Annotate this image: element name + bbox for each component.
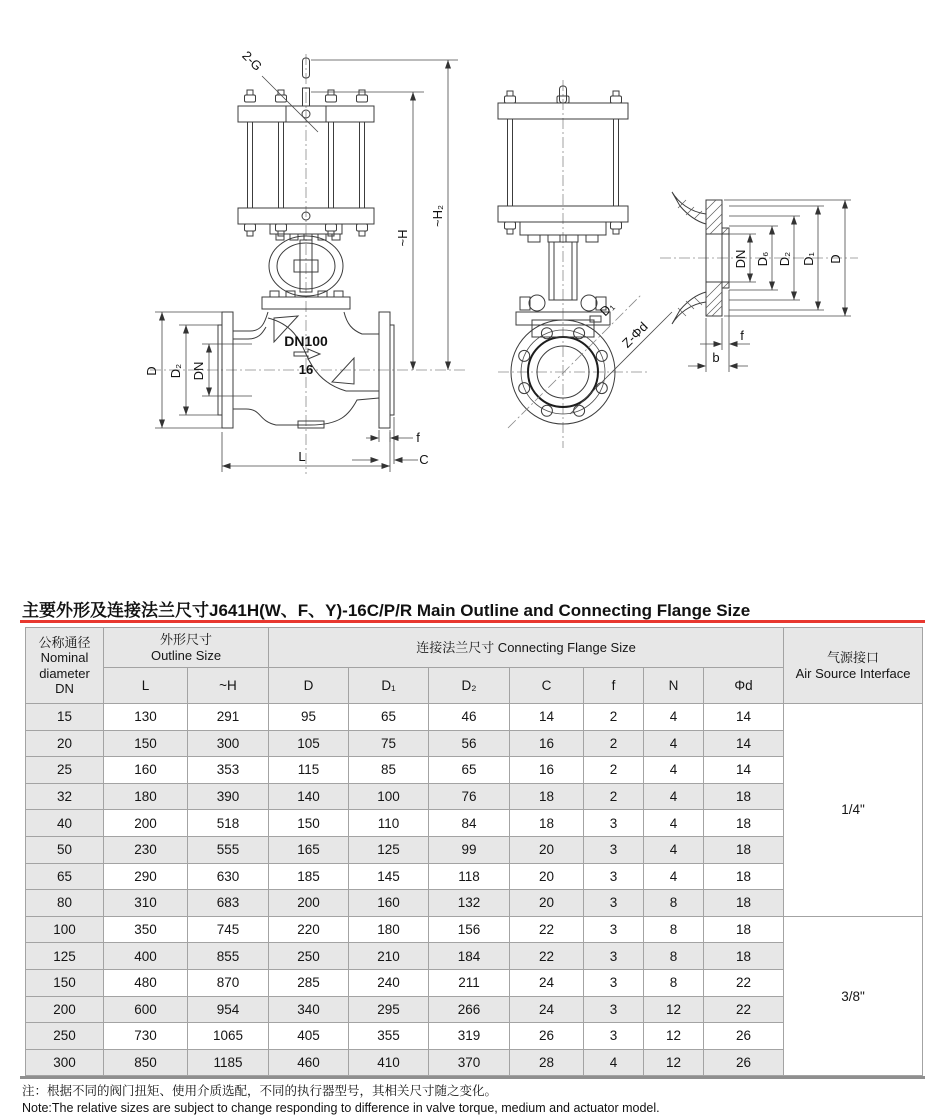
value-cell: 20 xyxy=(510,836,584,863)
value-cell: 26 xyxy=(510,1023,584,1050)
value-cell: 870 xyxy=(188,969,269,996)
value-cell: 22 xyxy=(704,969,784,996)
value-cell: 24 xyxy=(510,996,584,1023)
value-cell: 75 xyxy=(349,730,429,757)
dim-label-front-f: f xyxy=(416,430,420,445)
dn-cell: 50 xyxy=(26,836,104,863)
flow-direction-arrow-icon xyxy=(294,349,320,359)
table-row xyxy=(26,704,923,731)
dim-label-section-d1: D₁ xyxy=(801,252,816,266)
flange-section-drawing xyxy=(660,192,858,372)
dim-label-front-d: D xyxy=(144,366,159,376)
value-cell: 14 xyxy=(704,704,784,731)
value-cell: 180 xyxy=(349,916,429,943)
value-cell: 156 xyxy=(429,916,510,943)
value-cell: 24 xyxy=(510,969,584,996)
value-cell: 2 xyxy=(584,783,644,810)
value-cell: 18 xyxy=(704,783,784,810)
side-view-drawing xyxy=(498,80,672,448)
value-cell: 1065 xyxy=(188,1023,269,1050)
value-cell: 28 xyxy=(510,1049,584,1076)
value-cell: 22 xyxy=(510,916,584,943)
value-cell: 2 xyxy=(584,730,644,757)
value-cell: 4 xyxy=(644,863,704,890)
dn-cell: 200 xyxy=(26,996,104,1023)
value-cell: 4 xyxy=(644,836,704,863)
value-cell: 185 xyxy=(269,863,349,890)
value-cell: 145 xyxy=(349,863,429,890)
value-cell: 954 xyxy=(188,996,269,1023)
dn-cell: 300 xyxy=(26,1049,104,1076)
value-cell: 1185 xyxy=(188,1049,269,1076)
value-cell: 99 xyxy=(429,836,510,863)
table-body xyxy=(26,704,923,1076)
col-header-f: f xyxy=(584,668,644,704)
page-title: 主要外形及连接法兰尺寸J641H(W、F、Y)-16C/P/R Main Outline and Connecting Flange Size xyxy=(22,601,751,620)
col-header-D2: D₂ xyxy=(429,668,510,704)
value-cell: 14 xyxy=(510,704,584,731)
value-cell: 110 xyxy=(349,810,429,837)
value-cell: 20 xyxy=(510,890,584,917)
value-cell: 4 xyxy=(644,730,704,757)
value-cell: 3 xyxy=(584,863,644,890)
value-cell: 14 xyxy=(704,757,784,784)
accent-divider xyxy=(20,620,925,623)
value-cell: 8 xyxy=(644,890,704,917)
dn-cell: 150 xyxy=(26,969,104,996)
value-cell: 65 xyxy=(429,757,510,784)
value-cell: 95 xyxy=(269,704,349,731)
value-cell: 855 xyxy=(188,943,269,970)
footnote-en: Note:The relative sizes are subject to change responding to difference in valve torque, medium and actuator model. xyxy=(22,1100,660,1115)
value-cell: 745 xyxy=(188,916,269,943)
value-cell: 400 xyxy=(104,943,188,970)
value-cell: 150 xyxy=(269,810,349,837)
header-connecting-flange-size: 连接法兰尺寸 Connecting Flange Size xyxy=(269,628,784,668)
flange-size-table xyxy=(25,627,923,1076)
value-cell: 3 xyxy=(584,969,644,996)
value-cell: 3 xyxy=(584,890,644,917)
value-cell: 22 xyxy=(704,996,784,1023)
value-cell: 683 xyxy=(188,890,269,917)
value-cell: 3 xyxy=(584,836,644,863)
value-cell: 2 xyxy=(584,704,644,731)
dim-label-section-b: b xyxy=(712,350,720,365)
value-cell: 18 xyxy=(704,916,784,943)
col-header-C: C xyxy=(510,668,584,704)
dn-cell: 250 xyxy=(26,1023,104,1050)
value-cell: 12 xyxy=(644,1023,704,1050)
value-cell: 250 xyxy=(269,943,349,970)
dim-label-front-d2: D₂ xyxy=(168,363,183,379)
value-cell: 130 xyxy=(104,704,188,731)
value-cell: 285 xyxy=(269,969,349,996)
value-cell: 310 xyxy=(104,890,188,917)
value-cell: 200 xyxy=(269,890,349,917)
value-cell: 230 xyxy=(104,836,188,863)
value-cell: 291 xyxy=(188,704,269,731)
value-cell: 14 xyxy=(704,730,784,757)
value-cell: 160 xyxy=(349,890,429,917)
value-cell: 160 xyxy=(104,757,188,784)
value-cell: 200 xyxy=(104,810,188,837)
value-cell: 4 xyxy=(644,810,704,837)
air-source-cell: 1/4" xyxy=(784,704,923,917)
value-cell: 220 xyxy=(269,916,349,943)
dim-label-section-d2: D₂ xyxy=(777,251,792,267)
value-cell: 100 xyxy=(349,783,429,810)
value-cell: 410 xyxy=(349,1049,429,1076)
table-row xyxy=(26,916,923,943)
value-cell: 184 xyxy=(429,943,510,970)
footnotes xyxy=(22,1083,927,1115)
col-header-D1: D₁ xyxy=(349,668,429,704)
value-cell: 555 xyxy=(188,836,269,863)
value-cell: 3 xyxy=(584,810,644,837)
value-cell: 300 xyxy=(188,730,269,757)
dn-cell: 15 xyxy=(26,704,104,731)
value-cell: 3 xyxy=(584,916,644,943)
dim-label-front-dn: DN xyxy=(191,361,206,381)
value-cell: 290 xyxy=(104,863,188,890)
header-nominal-diameter: 公称通径 Nominal diameter DN xyxy=(26,628,104,704)
header-outline-size: 外形尺寸 Outline Size xyxy=(104,628,269,668)
value-cell: 105 xyxy=(269,730,349,757)
value-cell: 76 xyxy=(429,783,510,810)
value-cell: 12 xyxy=(644,996,704,1023)
value-cell: 3 xyxy=(584,1023,644,1050)
dim-label-side-d1: D₁ xyxy=(596,298,617,319)
body-marking-pn: 16 xyxy=(298,362,314,377)
value-cell: 240 xyxy=(349,969,429,996)
value-cell: 26 xyxy=(704,1049,784,1076)
dn-cell: 32 xyxy=(26,783,104,810)
value-cell: 370 xyxy=(429,1049,510,1076)
value-cell: 340 xyxy=(269,996,349,1023)
value-cell: 4 xyxy=(644,757,704,784)
value-cell: 18 xyxy=(510,783,584,810)
value-cell: 125 xyxy=(349,836,429,863)
value-cell: 18 xyxy=(704,890,784,917)
value-cell: 18 xyxy=(510,810,584,837)
value-cell: 353 xyxy=(188,757,269,784)
body-marking-dn: DN100 xyxy=(284,333,328,349)
front-view-drawing xyxy=(144,48,468,474)
dn-cell: 40 xyxy=(26,810,104,837)
value-cell: 140 xyxy=(269,783,349,810)
dn-cell: 65 xyxy=(26,863,104,890)
value-cell: 4 xyxy=(584,1049,644,1076)
value-cell: 18 xyxy=(704,836,784,863)
value-cell: 405 xyxy=(269,1023,349,1050)
value-cell: 16 xyxy=(510,730,584,757)
value-cell: 3 xyxy=(584,943,644,970)
dim-label-front-h2: ~H₂ xyxy=(430,204,445,228)
value-cell: 350 xyxy=(104,916,188,943)
value-cell: 355 xyxy=(349,1023,429,1050)
value-cell: 4 xyxy=(644,783,704,810)
value-cell: 600 xyxy=(104,996,188,1023)
value-cell: 18 xyxy=(704,810,784,837)
value-cell: 630 xyxy=(188,863,269,890)
value-cell: 56 xyxy=(429,730,510,757)
value-cell: 730 xyxy=(104,1023,188,1050)
dn-cell: 125 xyxy=(26,943,104,970)
header-air-source-interface: 气源接口 Air Source Interface xyxy=(784,628,923,704)
footnote-zh: 注：根据不同的阀门扭矩、使用介质选配，不同的执行器型号，其相关尺寸随之变化。 xyxy=(22,1084,498,1098)
dim-label-section-d: D xyxy=(828,254,843,264)
value-cell: 211 xyxy=(429,969,510,996)
value-cell: 266 xyxy=(429,996,510,1023)
dim-label-front-h: ~H xyxy=(395,229,410,247)
value-cell: 65 xyxy=(349,704,429,731)
value-cell: 26 xyxy=(704,1023,784,1050)
air-source-cell: 3/8" xyxy=(784,916,923,1076)
value-cell: 2 xyxy=(584,757,644,784)
col-header-D: D xyxy=(269,668,349,704)
dn-cell: 80 xyxy=(26,890,104,917)
value-cell: 390 xyxy=(188,783,269,810)
value-cell: 20 xyxy=(510,863,584,890)
value-cell: 150 xyxy=(104,730,188,757)
value-cell: 4 xyxy=(644,704,704,731)
col-header-N: N xyxy=(644,668,704,704)
table-header xyxy=(26,628,923,704)
dim-label-front-c: C xyxy=(419,452,429,467)
table-bottom-rule xyxy=(20,1076,925,1079)
value-cell: 295 xyxy=(349,996,429,1023)
value-cell: 480 xyxy=(104,969,188,996)
value-cell: 46 xyxy=(429,704,510,731)
col-header-Phi-d: Φd xyxy=(704,668,784,704)
col-header-H: ~H xyxy=(188,668,269,704)
dn-cell: 25 xyxy=(26,757,104,784)
dim-label-section-f: f xyxy=(740,328,744,343)
value-cell: 8 xyxy=(644,969,704,996)
value-cell: 850 xyxy=(104,1049,188,1076)
value-cell: 85 xyxy=(349,757,429,784)
value-cell: 8 xyxy=(644,943,704,970)
dim-label-section-d6: D₆ xyxy=(755,251,770,267)
value-cell: 18 xyxy=(704,943,784,970)
value-cell: 518 xyxy=(188,810,269,837)
bolt-holes-label: Z-Φd xyxy=(618,318,651,351)
value-cell: 132 xyxy=(429,890,510,917)
value-cell: 84 xyxy=(429,810,510,837)
value-cell: 180 xyxy=(104,783,188,810)
value-cell: 18 xyxy=(704,863,784,890)
value-cell: 115 xyxy=(269,757,349,784)
value-cell: 319 xyxy=(429,1023,510,1050)
value-cell: 16 xyxy=(510,757,584,784)
dim-label-section-dn: DN xyxy=(733,249,748,269)
dn-cell: 20 xyxy=(26,730,104,757)
value-cell: 118 xyxy=(429,863,510,890)
col-header-L: L xyxy=(104,668,188,704)
value-cell: 460 xyxy=(269,1049,349,1076)
value-cell: 3 xyxy=(584,996,644,1023)
dn-cell: 100 xyxy=(26,916,104,943)
dim-label-front-l: L xyxy=(298,449,306,464)
value-cell: 165 xyxy=(269,836,349,863)
air-port-label: 2-G xyxy=(239,47,266,74)
value-cell: 22 xyxy=(510,943,584,970)
value-cell: 8 xyxy=(644,916,704,943)
value-cell: 210 xyxy=(349,943,429,970)
value-cell: 12 xyxy=(644,1049,704,1076)
